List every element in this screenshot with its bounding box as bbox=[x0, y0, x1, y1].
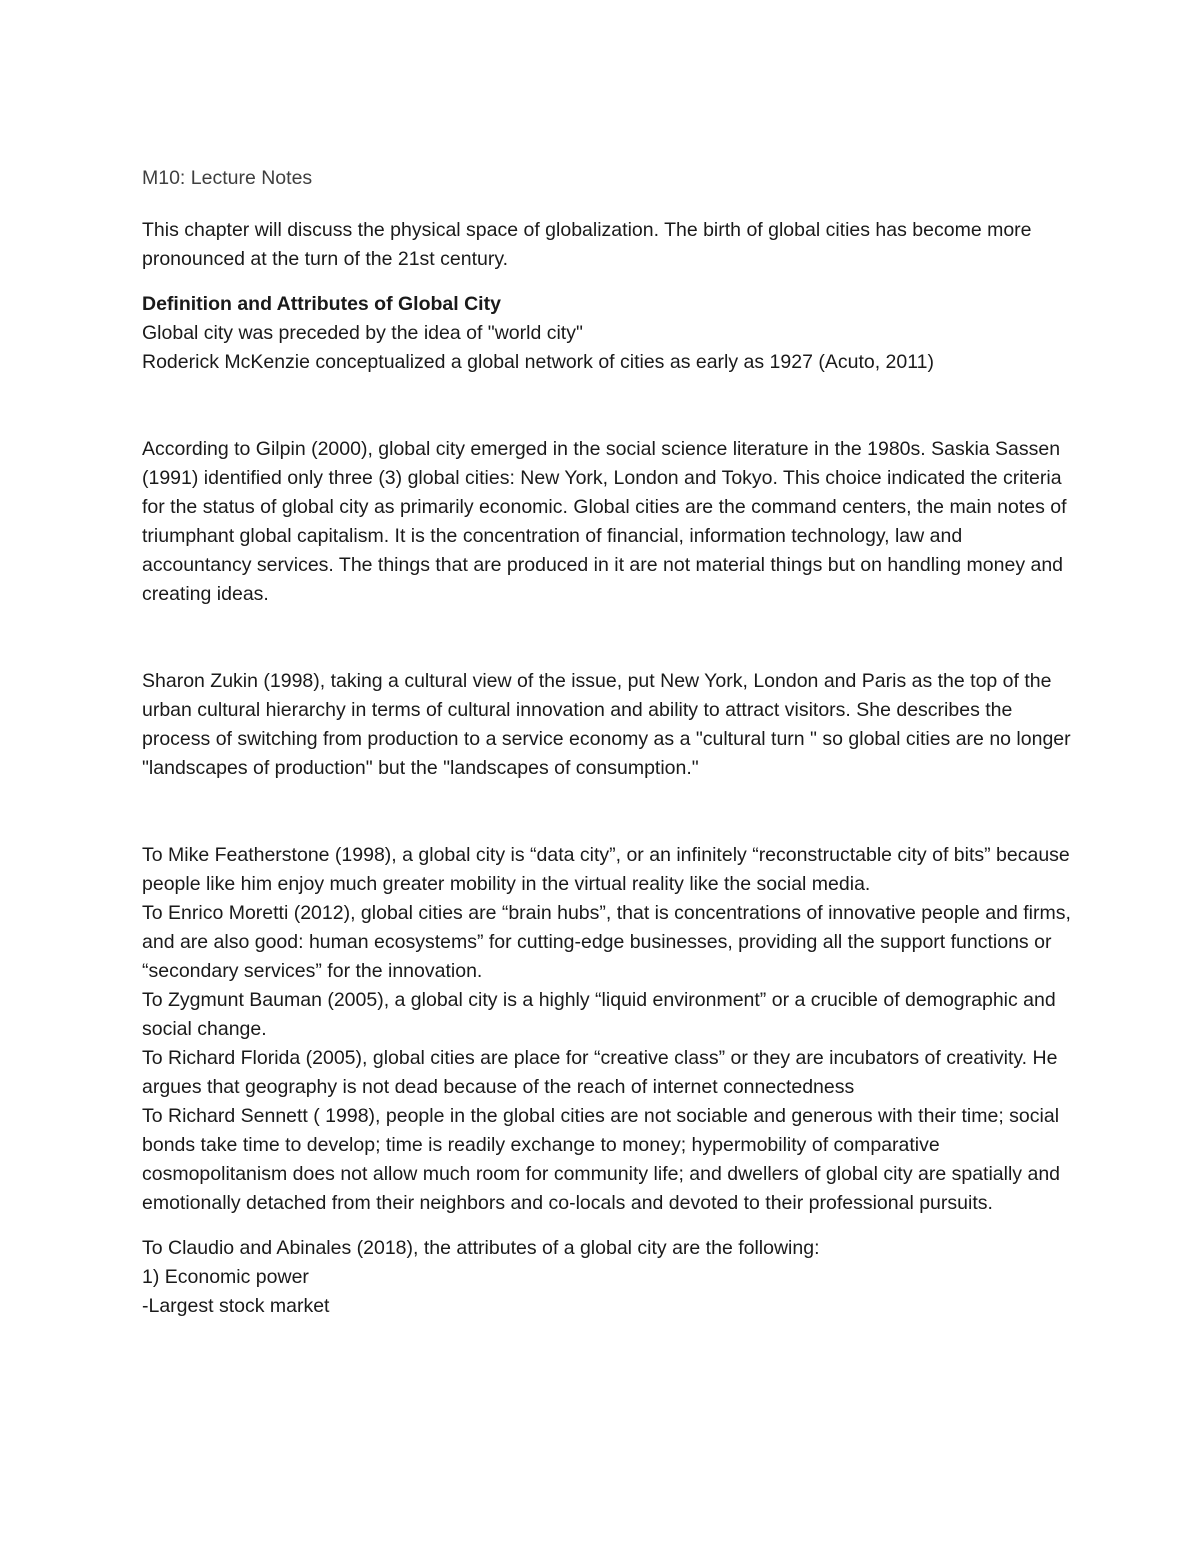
florida-paragraph: To Richard Florida (2005), global cities are place for “creative class” or they are incubators of creativity. He argues that geography is not dead because of the reach of internet connectedness bbox=[142, 1047, 1058, 1098]
mckenzie-line: Roderick McKenzie conceptualized a global network of cities as early as 1927 (Acuto, 2011) bbox=[142, 351, 934, 373]
world-city-line: Global city was preceded by the idea of "world city" bbox=[142, 322, 583, 344]
moretti-paragraph: To Enrico Moretti (2012), global cities are “brain hubs”, that is concentrations of innovative people and firms, and are also good: human ecosystems” for cutting-edge businesses, providing all the support functions or “secondary services” for the innovation. bbox=[142, 902, 1071, 982]
sennett-paragraph: To Richard Sennett ( 1998), people in the global cities are not sociable and generous with their time; social bonds take time to develop; time is readily exchange to money; hypermobility of comparative cosmopolitanism does not allow much room for community life; and dwellers of global city are spatially and emotionally detached from their neighbors and co-locals and devoted to their professional pursuits. bbox=[142, 1105, 1061, 1214]
list-subitem: -Largest stock market bbox=[142, 1295, 330, 1317]
intro-paragraph: This chapter will discuss the physical space of globalization. The birth of global cities has become more pronounced at the turn of the 21st century. bbox=[142, 219, 1032, 270]
list-item: 1) Economic power bbox=[142, 1266, 309, 1288]
gilpin-paragraph: According to Gilpin (2000), global city emerged in the social science literature in the 1980s. Saskia Sassen (1991) identified only three (3) global cities: New York, London and Tokyo. This choice indicated the criteria for the status of global city as primarily economic. Global cities are the command centers, the main notes of triumphant global capitalism. It is the concentration of financial, information technology, law and accountancy services. The things that are produced in it are not material things but on handling money and creating ideas. bbox=[142, 438, 1067, 605]
section-heading: Definition and Attributes of Global City bbox=[142, 293, 501, 315]
document-body bbox=[142, 164, 1077, 1321]
document-title: M10: Lecture Notes bbox=[142, 167, 313, 189]
featherstone-paragraph: To Mike Featherstone (1998), a global city is “data city”, or an infinitely “reconstructable city of bits” because people like him enjoy much greater mobility in the virtual reality like the social media. bbox=[142, 844, 1070, 895]
claudio-abinales-paragraph: To Claudio and Abinales (2018), the attributes of a global city are the following: bbox=[142, 1237, 820, 1259]
bauman-paragraph: To Zygmunt Bauman (2005), a global city is a highly “liquid environment” or a crucible of demographic and social change. bbox=[142, 989, 1056, 1040]
zukin-paragraph: Sharon Zukin (1998), taking a cultural view of the issue, put New York, London and Paris as the top of the urban cultural hierarchy in terms of cultural innovation and ability to attract visitors. She describes the process of switching from production to a service economy as a "cultural turn " so global cities are no longer "landscapes of production" but the "landscapes of consumption." bbox=[142, 670, 1071, 779]
